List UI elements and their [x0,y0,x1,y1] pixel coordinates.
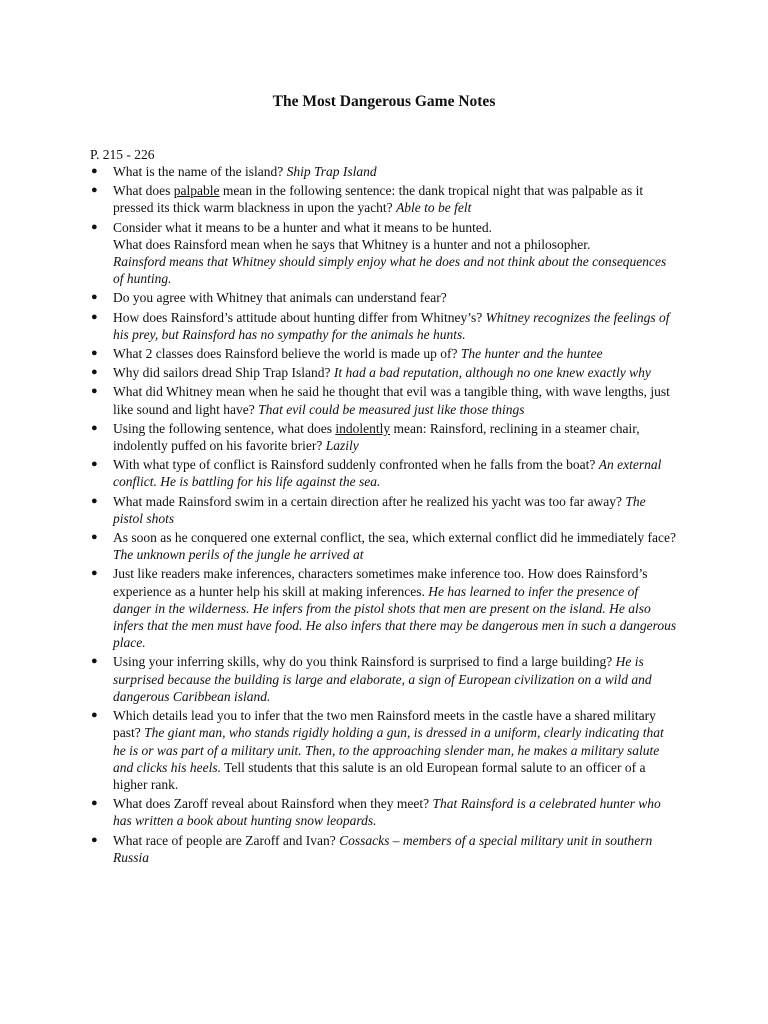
bullet-icon: ● [91,655,98,668]
list-item [90,832,678,866]
answer-text: The pistol shots [113,493,646,526]
bullet-icon: ● [91,291,98,304]
answer-text: Rainsford means that Whitney should simply enjoy what he does and not think about the consequences of hunting. [113,254,667,287]
bullet-icon: ● [91,184,98,197]
bullet-icon: ● [91,797,98,810]
list-item [90,182,678,216]
question-text: mean in the following sentence: the dank tropical night that was palpable as it pressed its thick warm blackness in upon the yacht? [113,183,644,216]
answer-text: Lazily [325,438,359,454]
answer-text: He is surprised because the building is large and elaborate, a sign of European civilization on a wild and dangerous Caribbean island. [113,654,652,704]
answer-text: The giant man, who stands rigidly holding a gun, is dressed in a uniform, clearly indicating that he is or was part of a military unit. Then, to the approaching slender man, he makes a military salute and clicks his heels. [113,725,664,775]
list-item [90,565,678,651]
answer-text: Whitney recognizes the feelings of his prey, but Rainsford has no sympathy for the animals he hunts. [113,309,670,342]
question-text: mean: Rainsford, reclining in a steamer chair, indolently puffed on his favorite brier? [113,420,640,454]
question-text: Consider what it means to be a hunter and what it means to be hunted. [113,219,493,235]
answer-text: The unknown perils of the jungle he arrived at [113,547,364,563]
list-item [90,383,678,417]
answer-text: That evil could be measured just like those things [258,401,525,417]
bullet-icon: ● [91,458,98,471]
question-text: Why did sailors dread Ship Trap Island? [113,365,331,381]
answer-text: Ship Trap Island [286,164,377,179]
list-item [90,163,678,180]
answer-text: An external conflict. He is battling for his life against the sea. [113,457,662,490]
bullet-icon: ● [91,833,98,846]
bullet-icon: ● [91,531,98,544]
question-text: Just like readers make inferences, characters sometimes make inference too. How does Rainsford’s experience as a hunter help his skill at making inferences. [113,566,648,599]
question-text: Which details lead you to infer that the two men Rainsford meets in the castle have a shared military past? [113,708,656,741]
list-item [90,364,678,381]
question-text: What does Rainsford mean when he says that Whitney is a hunter and not a philosopher. [113,236,591,252]
bullet-icon: ● [91,347,98,360]
list-item [90,219,678,288]
bullet-icon: ● [91,494,98,507]
question-text: What does Zaroff reveal about Rainsford when they meet? [113,796,430,812]
question-text: Using the following sentence, what does [113,420,332,436]
question-text: What does [113,183,171,199]
question-text: What 2 classes does Rainsford believe the world is made up of? [113,346,458,362]
question-text: Using your inferring skills, why do you think Rainsford is surprised to find a large building? [113,654,613,670]
question-text: What is the name of the island? [113,164,284,179]
question-text: What did Whitney mean when he said he thought that evil was a tangible thing, with wave lengths, just like sound and light have? [113,384,670,417]
page-range: P. 215 - 226 [90,147,155,162]
list-item [90,289,678,306]
answer-text: That Rainsford is a celebrated hunter who has written a book about hunting snow leopards. [113,796,661,829]
list-item [90,493,678,527]
answer-text: The hunter and the huntee [460,346,603,362]
bullet-icon: ● [91,421,98,434]
question-text: Do you agree with Whitney that animals can understand fear? [113,290,447,306]
answer-text: Able to be felt [396,200,472,216]
list-item [90,345,678,362]
list-item [90,529,678,563]
bullet-icon: ● [91,310,98,323]
notes-list [90,163,678,868]
bullet-icon: ● [91,567,98,580]
bullet-icon: ● [91,366,98,379]
list-item [90,309,678,343]
answer-text: It had a bad reputation, although no one knew exactly why [333,365,651,381]
question-text: As soon as he conquered one external conflict, the sea, which external conflict did he immediately face? [113,530,677,546]
bullet-icon: ● [91,220,98,233]
vocab-word: indolently [335,420,391,436]
question-text: How does Rainsford’s attitude about hunting differ from Whitney’s? [113,309,483,325]
teacher-note: Tell students that this salute is an old European formal salute to an officer of a higher rank. [113,759,646,792]
list-item [90,707,678,793]
bullet-icon: ● [91,385,98,398]
question-text: What made Rainsford swim in a certain direction after he realized his yacht was too far away? [113,493,623,509]
question-text: What race of people are Zaroff and Ivan? [113,832,336,848]
list-item [90,653,678,705]
bullet-icon: ● [91,709,98,722]
vocab-word: palpable [173,183,220,199]
bullet-icon: ● [91,165,98,177]
list-item [90,420,678,454]
answer-text: Cossacks – members of a special military unit in southern Russia [113,832,653,865]
list-item [90,795,678,829]
question-text: With what type of conflict is Rainsford suddenly confronted when he falls from the boat? [113,457,596,473]
answer-text: He has learned to infer the presence of danger in the wilderness. He infers from the pistol shots that men are present on the island. He also infers that the men must have food. He also infers that there may be dangerous men in such a dangerous place. [113,583,677,651]
list-item [90,456,678,490]
document-title: The Most Dangerous Game Notes [272,93,496,110]
